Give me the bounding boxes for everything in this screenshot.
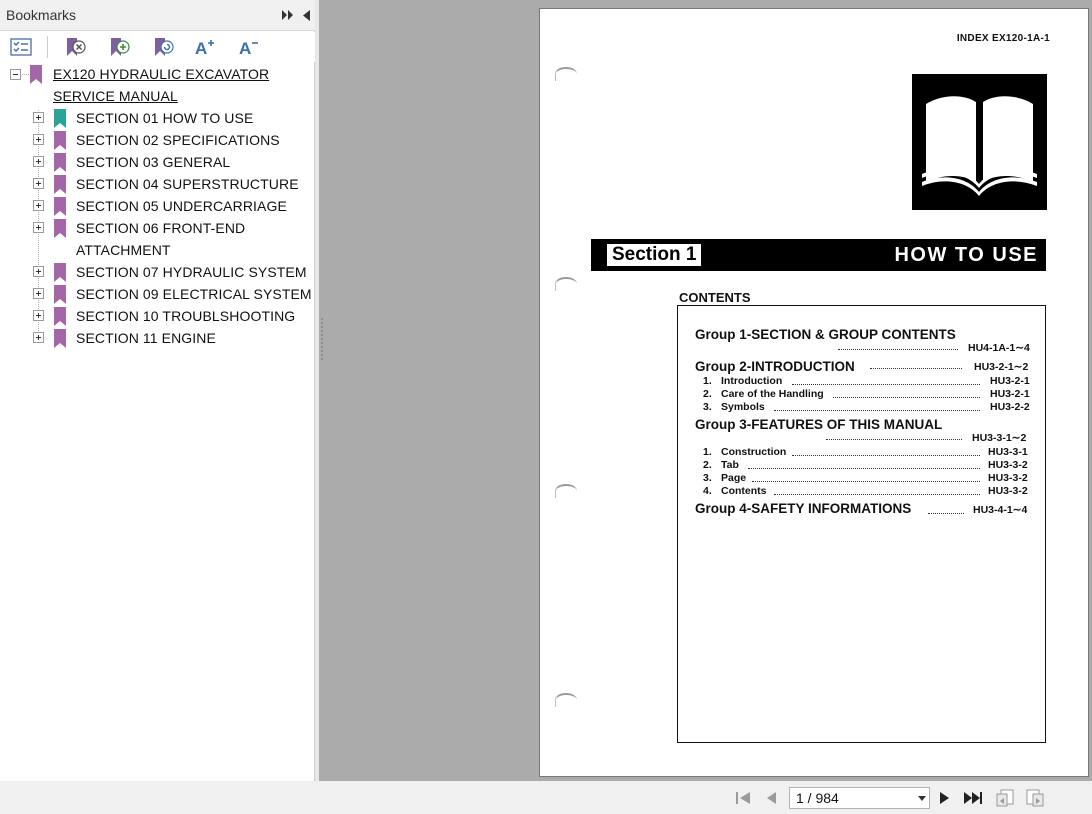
chevron-down-icon[interactable] [918, 796, 926, 801]
group-title: Group 3-FEATURES OF THIS MANUAL [695, 417, 943, 432]
bookmark-icon [54, 285, 66, 304]
item-number: 1. [703, 446, 712, 458]
dot-leader [748, 468, 980, 469]
bookmark-item-section-04[interactable] [0, 173, 315, 195]
bookmark-item-section-07[interactable] [0, 261, 315, 283]
bookmarks-toolbar [0, 32, 315, 62]
group-title: Group 4-SAFETY INFORMATIONS [695, 501, 912, 516]
panel-splitter[interactable] [315, 0, 319, 781]
item-title: Contents [721, 485, 767, 497]
add-bookmark-icon[interactable] [106, 35, 132, 59]
bookmark-label-line2[interactable]: ATTACHMENT [76, 242, 171, 258]
bookmark-properties-icon[interactable] [150, 35, 176, 59]
bookmark-label[interactable]: SECTION 07 HYDRAULIC SYSTEM [76, 264, 307, 280]
dot-leader [774, 410, 980, 411]
bookmark-icon [54, 153, 66, 172]
dot-leader [838, 349, 958, 350]
bookmark-item-section-05[interactable] [0, 195, 315, 217]
expand-icon[interactable] [33, 178, 44, 189]
item-title: Tab [721, 459, 739, 471]
expand-icon[interactable] [33, 200, 44, 211]
svg-text:A: A [239, 39, 252, 57]
expand-icon[interactable] [33, 112, 44, 123]
bookmark-root[interactable] [0, 63, 315, 107]
decrease-font-icon[interactable] [236, 35, 262, 59]
item-page-ref: HU3-3-2 [988, 459, 1028, 471]
item-title: Symbols [721, 401, 765, 413]
document-page [539, 8, 1089, 777]
bookmark-icon [54, 307, 66, 326]
group-page-ref: HU3-3-1∼2 [972, 432, 1027, 444]
item-number: 2. [703, 388, 712, 400]
bookmark-label[interactable]: SECTION 10 TROUBLSHOOTING [76, 308, 296, 324]
bookmark-item-section-09[interactable] [0, 283, 315, 305]
next-view-icon[interactable] [1025, 789, 1045, 807]
bookmark-label[interactable]: SECTION 02 SPECIFICATIONS [76, 132, 280, 148]
contents-heading: CONTENTS [679, 290, 751, 305]
bookmark-label[interactable]: SECTION 03 GENERAL [76, 154, 231, 170]
tree-connector [22, 74, 29, 75]
bookmark-icon [54, 329, 66, 348]
bookmark-item-section-03[interactable] [0, 151, 315, 173]
item-title: Introduction [721, 375, 783, 387]
open-book-icon [912, 74, 1047, 210]
bookmark-label[interactable]: SECTION 01 HOW TO USE [76, 110, 254, 126]
expand-icon[interactable] [33, 134, 44, 145]
bookmarks-panel-header [0, 0, 315, 31]
group-title: Group 1-SECTION & GROUP CONTENTS [695, 327, 956, 342]
dot-leader [792, 455, 980, 456]
bookmark-icon [54, 109, 66, 128]
toolbar-separator [47, 36, 48, 58]
bookmarks-panel [0, 0, 315, 781]
bookmark-item-section-06[interactable] [0, 217, 315, 261]
group-page-ref: HU3-4-1∼4 [973, 504, 1028, 516]
bookmark-label[interactable]: SECTION 05 UNDERCARRIAGE [76, 198, 287, 214]
item-number: 3. [703, 472, 712, 484]
bookmark-icon [30, 65, 42, 84]
bookmark-label[interactable]: SECTION 11 ENGINE [76, 330, 216, 346]
bookmark-root-label-line2[interactable]: SERVICE MANUAL [53, 88, 178, 104]
bookmark-item-section-11[interactable] [0, 327, 315, 349]
section-banner [591, 239, 1046, 271]
expand-all-icon[interactable] [8, 35, 34, 59]
contents-box [677, 305, 1046, 743]
bookmark-icon [54, 175, 66, 194]
last-page-icon[interactable] [963, 789, 983, 807]
bookmarks-panel-title: Bookmarks [6, 7, 77, 23]
first-page-icon[interactable] [733, 789, 753, 807]
item-title: Page [721, 472, 747, 484]
group-page-ref: HU4-1A-1∼4 [968, 342, 1030, 354]
expand-icon[interactable] [33, 288, 44, 299]
increase-font-icon[interactable] [192, 35, 218, 59]
bookmark-item-section-02[interactable] [0, 129, 315, 151]
delete-bookmark-icon[interactable] [62, 35, 88, 59]
item-title: Care of the Handling [721, 388, 824, 400]
binder-hole-mark [555, 484, 577, 498]
expand-icon[interactable] [33, 156, 44, 167]
expand-icon[interactable] [33, 332, 44, 343]
bookmark-icon [54, 219, 66, 238]
bookmark-item-section-01[interactable] [0, 107, 315, 129]
dot-leader [774, 494, 980, 495]
dot-leader [870, 368, 962, 369]
expand-icon[interactable] [33, 266, 44, 277]
binder-hole-mark [555, 277, 577, 291]
hide-panel-icon[interactable] [299, 7, 313, 23]
item-number: 1. [703, 375, 712, 387]
bookmark-root-label[interactable]: EX120 HYDRAULIC EXCAVATOR [53, 66, 270, 82]
expand-icon[interactable] [33, 222, 44, 233]
section-title: HOW TO USE [894, 244, 1038, 266]
bookmark-icon [54, 197, 66, 216]
collapse-panel-icon[interactable] [281, 7, 295, 23]
bookmark-label[interactable]: SECTION 04 SUPERSTRUCTURE [76, 176, 299, 192]
binder-hole-mark [555, 693, 577, 707]
bookmark-icon [54, 131, 66, 150]
expand-icon[interactable] [33, 310, 44, 321]
previous-page-icon[interactable] [761, 789, 781, 807]
splitter-grip[interactable] [321, 318, 323, 360]
item-number: 3. [703, 401, 712, 413]
item-page-ref: HU3-3-2 [988, 485, 1028, 497]
bookmark-icon [54, 263, 66, 282]
page-number-input[interactable] [789, 787, 930, 809]
item-page-ref: HU3-3-2 [988, 472, 1028, 484]
page-number-value[interactable]: 1 / 984 [796, 790, 839, 806]
item-page-ref: HU3-2-2 [990, 401, 1030, 413]
bookmark-label[interactable]: SECTION 09 ELECTRICAL SYSTEM [76, 286, 312, 302]
next-page-icon[interactable] [935, 789, 955, 807]
dot-leader [928, 513, 964, 514]
group-title: Group 2-INTRODUCTION [695, 359, 855, 374]
dot-leader [826, 439, 962, 440]
item-page-ref: HU3-2-1 [990, 375, 1030, 387]
collapse-icon[interactable] [10, 69, 21, 80]
item-number: 4. [703, 485, 712, 497]
group-page-ref: HU3-2-1∼2 [974, 361, 1029, 373]
bookmark-item-section-10[interactable] [0, 305, 315, 327]
index-label: INDEX EX120-1A-1 [956, 33, 1050, 44]
svg-text:A: A [195, 39, 208, 57]
section-number: Section 1 [607, 244, 701, 266]
binder-hole-mark [555, 67, 577, 81]
item-page-ref: HU3-2-1 [990, 388, 1030, 400]
item-number: 2. [703, 459, 712, 471]
page-navigation-bar [0, 781, 1092, 814]
previous-view-icon[interactable] [995, 789, 1015, 807]
bookmark-label[interactable]: SECTION 06 FRONT-END [76, 220, 246, 236]
item-page-ref: HU3-3-1 [988, 446, 1028, 458]
dot-leader [833, 397, 980, 398]
dot-leader [792, 384, 980, 385]
dot-leader [752, 481, 980, 482]
item-title: Construction [721, 446, 787, 458]
